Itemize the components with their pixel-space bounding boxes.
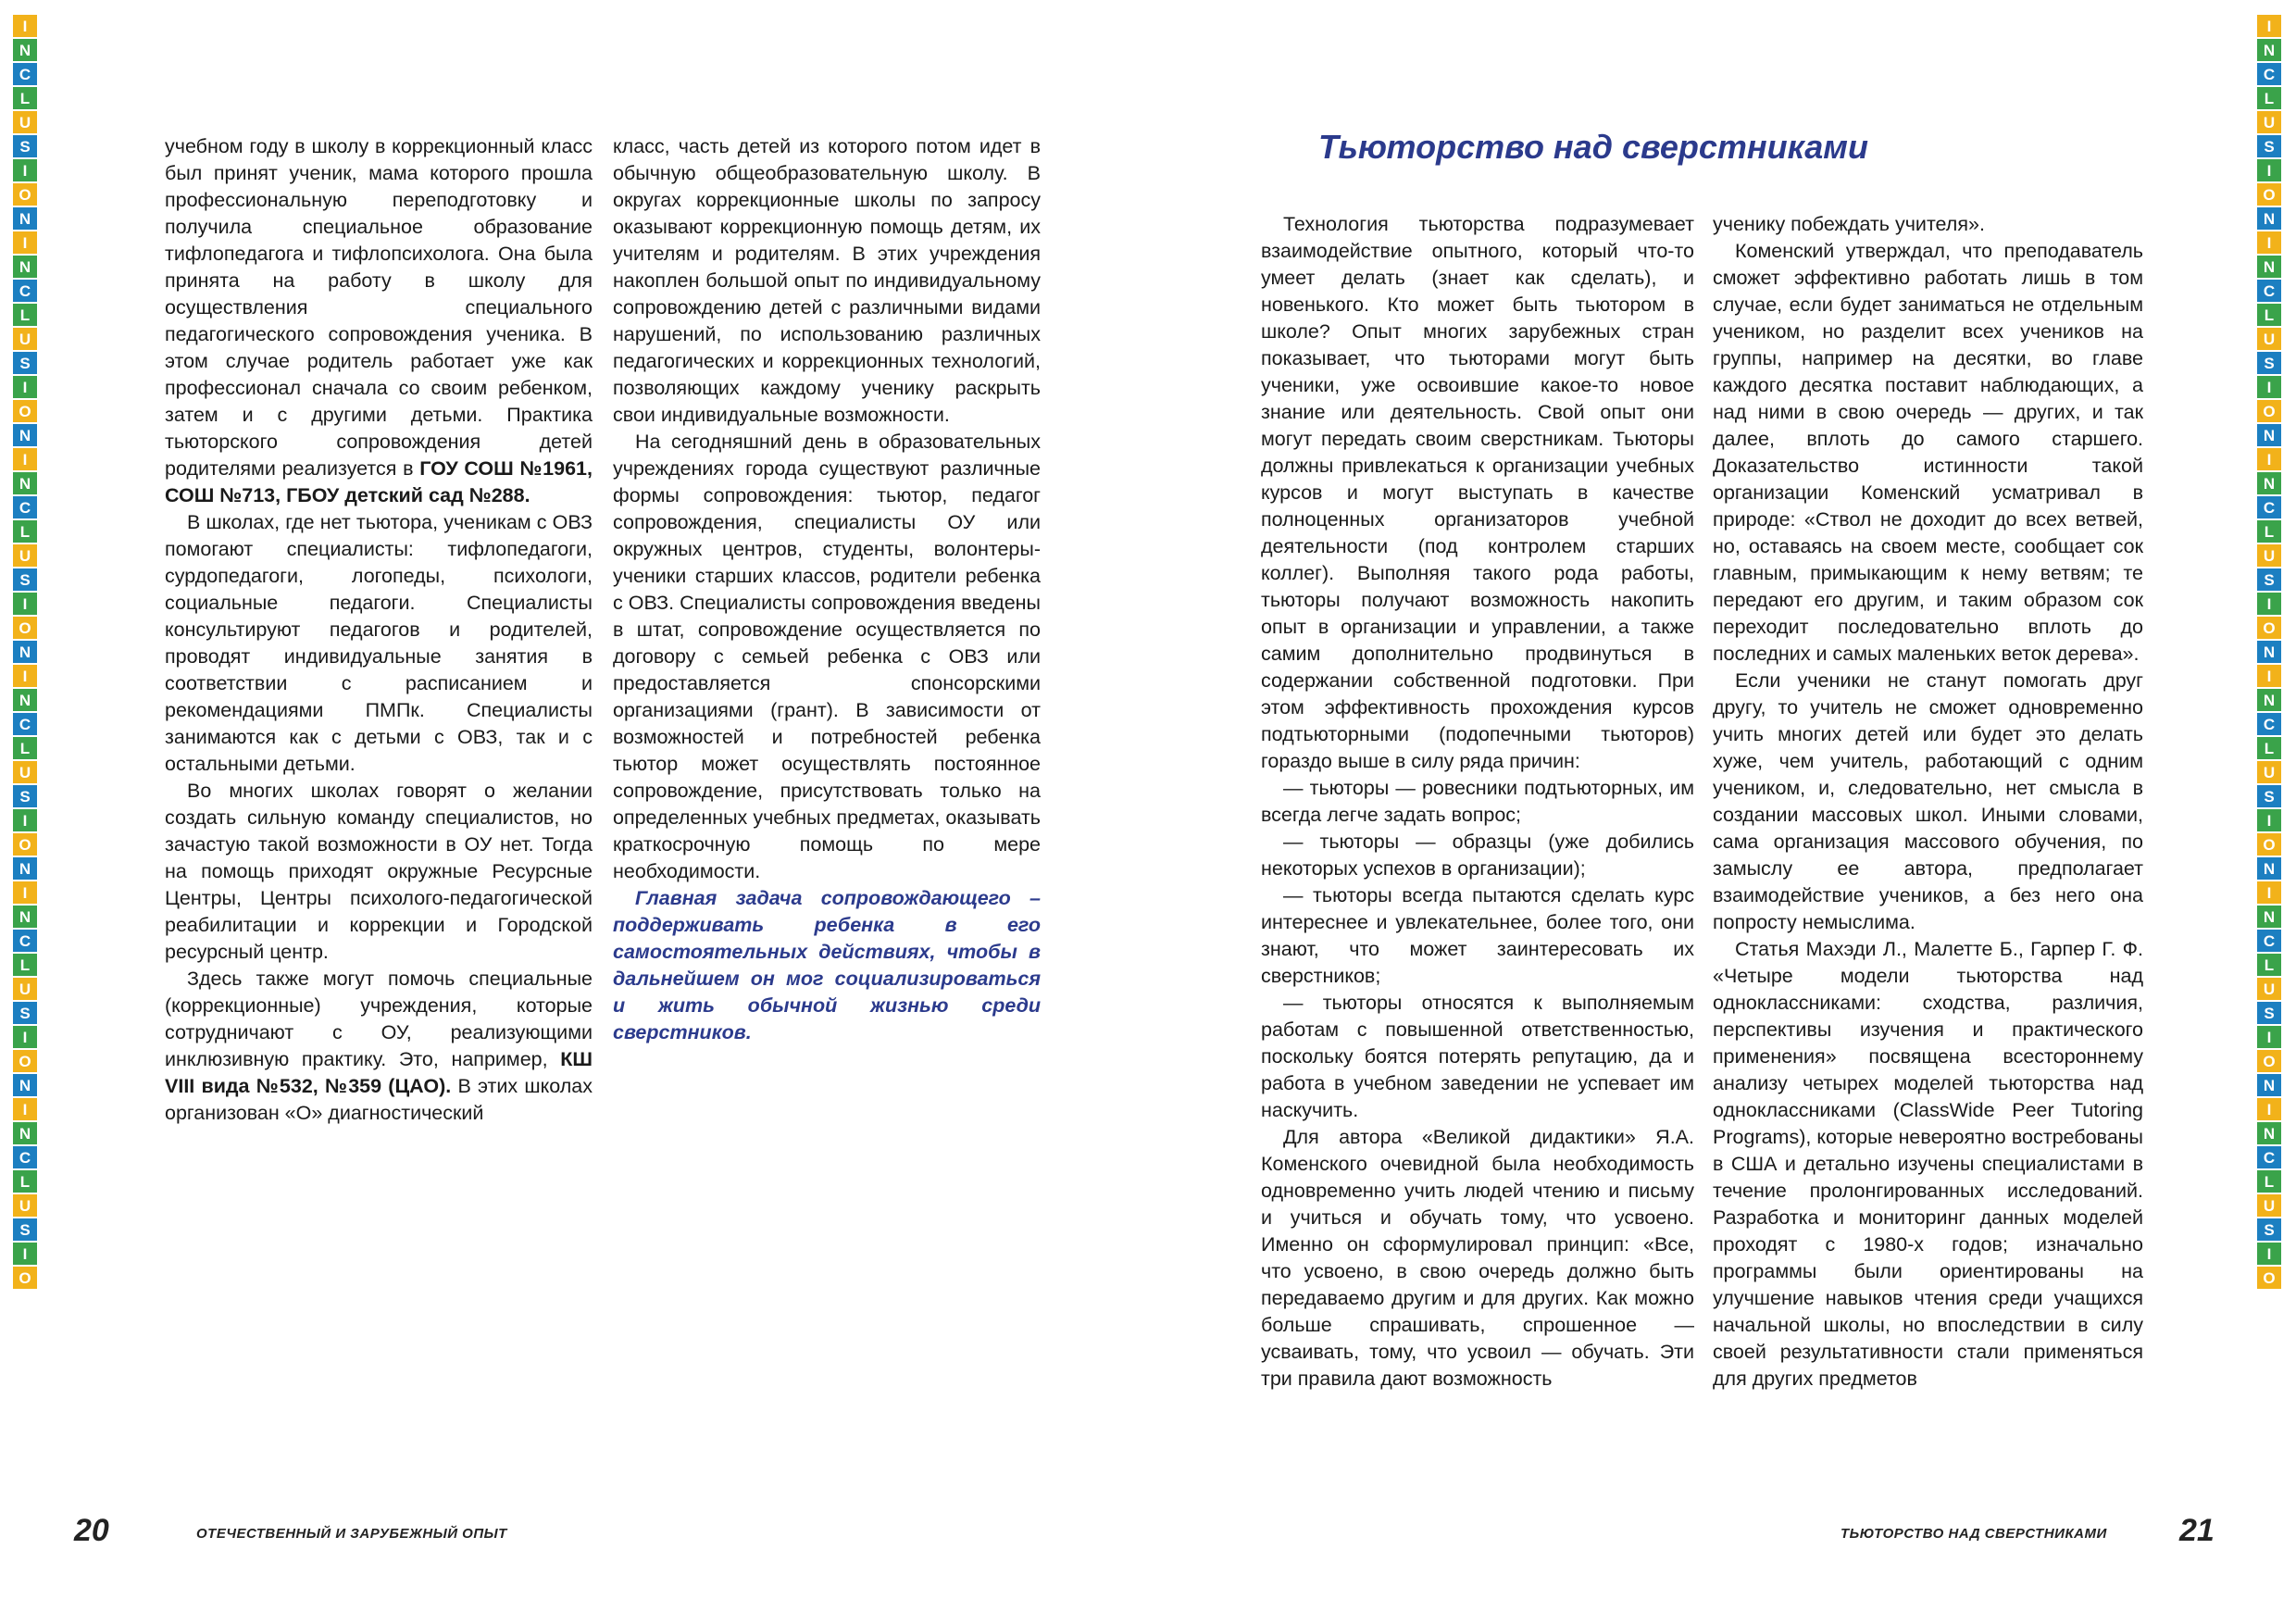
inclusion-letter-tile: N [13,1122,37,1144]
inclusion-letter-tile: S [2257,1218,2281,1241]
col4-paragraph-2: Коменский утверждал, что преподаватель сможет эффективно работать лишь в том случае, если будет заниматься не отдельным учеником, но разделит всех учеников на группы, например на десятки, во главе каждого десятка поставит наблюдающих, а над ними в свою очередь — других, и так далее, вплоть до самого старшего. Доказательство истинности такой организации Коменский усматривал в природе: «Ствол не доходит до всех ветвей, но, оставаясь на своем месте, сообщает сок главным, примыкающим к нему ветвям; те передают его другим, и таким образом сок переходит последовательно вплоть до последних и самых маленьких веток дерева». [1713,240,2143,665]
inclusion-letter-tile: S [2257,352,2281,374]
left-page-column-1 [165,133,593,1127]
inclusion-letter-tile: S [13,568,37,591]
inclusion-letter-tile: S [13,785,37,807]
inclusion-letter-tile: C [2257,930,2281,952]
inclusion-letter-tile: L [13,737,37,759]
col1-paragraph-4a: Здесь также могут помочь специальные (коррекционные) учреждения, которые сотрудничают с ОУ, реализующими инклюзивную практику. Это, например, [165,968,593,1070]
inclusion-letter-tile: I [13,376,37,398]
inclusion-letter-tile: L [13,954,37,976]
inclusion-letter-tile: N [2257,256,2281,278]
inclusion-letter-tile: U [13,111,37,133]
inclusion-letter-tile: O [2257,183,2281,206]
inclusion-letter-tile: S [2257,785,2281,807]
col3-bullet-3: — тьюторы всегда пытаются сделать курс интереснее и увлекательнее, более того, они знают, что может заинтересовать их сверстников; [1261,884,1694,987]
col3-paragraph-1: Технология тьюторства подразумевает взаимодействие опытного, который что-то умеет делать (знает как сделать), и новенького. Кто может быть тьютором в школе? Опыт многих зарубежных стран показывает, что тьюторами могут быть ученики, уже освоившие какое-то новое знание или деятельность. Свой опыт они могут передать своим сверстникам. Тьюторы должны привлекаться к организации учебных курсов и могут выступать в качестве полноценных организаторов учебной деятельности (под контролем старших коллег). Выполняя такого рода работы, тьюторы получают возможность накопить опыт в организации и управлении, а также самим дополнительно продвинуться в содержании собственной подготовки. При этом эффективность прохождения курсов подтьюторными (подопечными тьюторов) гораздо выше в силу ряда причин: [1261,213,1694,772]
col3-bullet-1: — тьюторы — ровесники подтьюторных, им всегда легче задать вопрос; [1261,777,1694,826]
inclusion-letter-tile: I [13,809,37,831]
inclusion-letter-tile: L [13,304,37,326]
inclusion-letter-tile: I [2257,231,2281,254]
running-title-right: ТЬЮТОРСТВО НАД СВЕРСТНИКАМИ [1841,1526,2107,1542]
inclusion-letter-tile: N [2257,207,2281,230]
page-number-right: 21 [2179,1513,2215,1548]
inclusion-letter-tile: N [13,39,37,61]
inclusion-letter-tile: N [13,472,37,494]
inclusion-letter-tile: L [13,87,37,109]
inclusion-letter-tile: I [13,15,37,37]
inclusion-letter-tile: U [13,544,37,567]
inclusion-letter-tile: L [2257,954,2281,976]
inclusion-letter-tile: S [2257,568,2281,591]
inclusion-letter-tile: C [13,496,37,518]
inclusion-letter-tile: N [2257,39,2281,61]
inclusion-letter-tile: N [2257,472,2281,494]
col3-bullet-2: — тьюторы — образцы (уже добились некоторых успехов в организации); [1261,831,1694,880]
inclusion-letter-tile: U [2257,1194,2281,1217]
inclusion-letter-tile: N [2257,424,2281,446]
inclusion-letter-tile: C [2257,496,2281,518]
inclusion-letter-tile: I [2257,593,2281,615]
inclusion-letter-tile: N [13,689,37,711]
inclusion-letter-tile: N [2257,1074,2281,1096]
col1-paragraph-1: учебном году в школу в коррекционный класс был принят ученик, мама которого прошла профессиональную переподготовку и получила специальное образование тифлопедагога и тифлопсихолога. Она была принята на работу в школу для осуществления специального педагогического сопровождения ученика. В этом случае родитель работает уже как профессионал сначала со своим ребенком, затем и с другими детьми. Практика тьюторского сопровождения детей родителями реализуется в [165,135,593,480]
inclusion-letter-tile: C [2257,1146,2281,1168]
col1-paragraph-4b: В этих школах организован «О» диагностический [165,1075,593,1124]
left-page-column-2 [613,133,1041,1046]
inclusion-letter-tile: L [2257,87,2281,109]
inclusion-letter-tile: N [13,641,37,663]
inclusion-letter-tile: I [2257,159,2281,181]
inclusion-letter-tile: L [13,520,37,543]
inclusion-letter-tile: U [13,1194,37,1217]
inclusion-letter-tile: S [13,1218,37,1241]
inclusion-letter-tile: O [13,617,37,639]
inclusion-letter-tile: I [13,1026,37,1048]
inclusion-letter-tile: N [13,256,37,278]
inclusion-letter-tile: N [13,906,37,928]
col1-paragraph-3: Во многих школах говорят о желании создать сильную команду специалистов, но зачастую такой возможности в ОУ нет. Тогда на помощь приходят окружные Ресурсные Центры, Центры психолого-педагогической реабилитации и коррекции и Городской ресурсный центр. [165,780,593,963]
inclusion-letter-tile: I [13,665,37,687]
inclusion-letter-tile: O [13,1050,37,1072]
inclusion-letter-tile: C [2257,63,2281,85]
inclusion-letter-tile: N [13,207,37,230]
col2-paragraph-1: класс, часть детей из которого потом идет в обычную общеобразовательную школу. В округах коррекционные школы по запросу оказывают коррекционную помощь детям, их учителям и родителям. В этих учреждения накоплен большой опыт по индивидуальному сопровождению детей с различными видами нарушений, по использованию различных педагогических и коррекционных технологий, позволяющих каждому ученику раскрыть свои индивидуальные возможности. [613,135,1041,426]
inclusion-letter-tile: I [13,159,37,181]
inclusion-letter-tile: C [13,280,37,302]
inclusion-letter-tile: I [13,448,37,470]
inclusion-letter-tile: N [13,857,37,880]
inclusion-letter-tile: I [13,593,37,615]
inclusion-letter-tile: N [2257,689,2281,711]
inclusion-letter-tile: I [2257,809,2281,831]
inclusion-letter-tile: C [13,63,37,85]
col3-bullet-4: — тьюторы относятся к выполняемым работам с повышенной ответственностью, поскольку боятся потерять репутацию, да и работа в учебном заведении не успевает им наскучить. [1261,992,1694,1121]
inclusion-letter-tile: N [2257,906,2281,928]
inclusion-letter-tile: O [13,400,37,422]
inclusion-letter-tile: O [2257,617,2281,639]
pull-quote: Главная задача сопровождающего – поддерживать ребенка в его самостоятельных действиях, чтобы в дальнейшем он мог социализироваться и жить обычной жизнью среди сверстников. [613,887,1041,1043]
inclusion-letter-tile: N [2257,857,2281,880]
inclusion-letter-tile: S [13,352,37,374]
inclusion-letter-tile: I [13,1243,37,1265]
inclusion-letter-tile: I [13,231,37,254]
col4-paragraph-3: Если ученики не станут помогать друг другу, то учитель не сможет одновременно учить многих детей или будет это делать хуже, чем учитель, работающий с одним учеником, и, следовательно, нет смысла в создании массовых школ. Иными словами, сама организация массового обучения, по замыслу ее автора, предполагает взаимодействие учеников, а без него она попросту немыслима. [1713,669,2143,933]
inclusion-letter-tile: O [2257,1050,2281,1072]
inclusion-letter-tile: L [2257,304,2281,326]
inclusion-letter-tile: O [2257,1267,2281,1289]
inclusion-letter-tile: I [13,881,37,904]
inclusion-letter-tile: S [2257,135,2281,157]
inclusion-letter-tile: U [2257,978,2281,1000]
inclusion-letter-tile: O [13,1267,37,1289]
running-title-left: ОТЕЧЕСТВЕННЫЙ И ЗАРУБЕЖНЫЙ ОПЫТ [196,1526,507,1542]
right-page-column-2 [1713,211,2143,1393]
inclusion-letter-tile: O [2257,833,2281,856]
inclusion-letter-tile: L [13,1170,37,1193]
col4-paragraph-4: Статья Махэди Л., Малетте Б., Гарпер Г. Ф. «Четыре модели тьюторства над одноклассниками: сходства, различия, перспективы изучения и практического применения» посвящена всестороннему анализу четырех моделей тьюторства над одноклассниками (ClassWide Peer Tutoring Programs), которые невероятно востребованы в США и детально изучены специалистами в течение пролонгированных исследований. Разработка и мониторинг данных моделей проходят с 1980-х годов; изначально программы были ориентированы на улучшение навыков чтения среди учащихся начальной школы, но впоследствии в силу своей результативности стали применяться для других предметов [1713,938,2143,1390]
inclusion-strip-left [13,15,37,1289]
inclusion-letter-tile: C [2257,713,2281,735]
inclusion-letter-tile: U [2257,544,2281,567]
inclusion-letter-tile: C [13,1146,37,1168]
inclusion-letter-tile: L [2257,737,2281,759]
inclusion-letter-tile: S [13,135,37,157]
inclusion-letter-tile: U [13,761,37,783]
inclusion-letter-tile: I [2257,15,2281,37]
col3-paragraph-2: Для автора «Великой дидактики» Я.А. Коменского очевидной была необходимость одновременно учить людей чтению и письму и учиться и обучать тому, что усвоено. Именно он сформулировал принцип: «Все, что усвоено, в свою очередь должно быть передаваемо другим и для других. Как можно больше спрашивать, спрошенное — усваивать, тому, что усвоил — обучать. Эти три правила дают возможность [1261,1126,1694,1390]
inclusion-letter-tile: S [2257,1002,2281,1024]
inclusion-letter-tile: C [13,713,37,735]
inclusion-letter-tile: N [2257,641,2281,663]
inclusion-letter-tile: I [2257,1243,2281,1265]
inclusion-letter-tile: I [2257,665,2281,687]
inclusion-letter-tile: I [13,1098,37,1120]
inclusion-letter-tile: U [2257,111,2281,133]
inclusion-letter-tile: C [2257,280,2281,302]
inclusion-letter-tile: N [13,1074,37,1096]
inclusion-letter-tile: I [2257,881,2281,904]
col4-paragraph-1: ученику побеждать учителя». [1713,213,1985,235]
inclusion-letter-tile: U [2257,761,2281,783]
col1-paragraph-2: В школах, где нет тьютора, ученикам с ОВЗ помогают специалисты: тифлопедагоги, сурдопедагоги, логопеды, психологи, социальные педагоги. Специалисты консультируют педагогов и родителей, проводят индивидуальные занятия в соответствии с расписанием и рекомендациями ПМПк. Специалисты занимаются как с детьми с ОВЗ, так и с остальными детьми. [165,511,593,775]
inclusion-letter-tile: I [2257,1026,2281,1048]
inclusion-letter-tile: I [2257,376,2281,398]
col2-paragraph-2: На сегодняшний день в образовательных учреждениях города существуют различные формы сопровождения: тьютор, педагог сопровождения, специалисты ОУ или окружных центров, студенты, волонтеры-ученики старших классов, родители ребенка с ОВЗ. Специалисты сопровождения введены в штат, сопровождение осуществляется по договору с семьей ребенка с ОВЗ или предоставляется спонсорскими организациями (грант). В зависимости от возможностей и потребностей ребенка тьютор может осуществлять постоянное сопровождение, присутствовать только на определенных учебных предметах, оказывать краткосрочную помощь по мере необходимости. [613,431,1041,882]
col1-bold-schools: ГОУ СОШ №1961, СОШ №713, ГБОУ детский сад №288. [165,457,593,506]
inclusion-strip-right [2257,15,2281,1289]
inclusion-letter-tile: L [2257,1170,2281,1193]
right-page-column-1 [1261,211,1694,1393]
inclusion-letter-tile: U [13,328,37,350]
section-heading: Тьюторство над сверстниками [1318,128,1868,166]
inclusion-letter-tile: S [13,1002,37,1024]
col1-bold-ksh: КШ VIII вида №532, №359 (ЦАО). [165,1048,593,1097]
page-number-left: 20 [74,1513,109,1548]
inclusion-letter-tile: L [2257,520,2281,543]
inclusion-letter-tile: C [13,930,37,952]
inclusion-letter-tile: U [13,978,37,1000]
inclusion-letter-tile: O [13,183,37,206]
inclusion-letter-tile: O [2257,400,2281,422]
inclusion-letter-tile: I [2257,448,2281,470]
inclusion-letter-tile: U [2257,328,2281,350]
inclusion-letter-tile: N [2257,1122,2281,1144]
inclusion-letter-tile: N [13,424,37,446]
inclusion-letter-tile: I [2257,1098,2281,1120]
inclusion-letter-tile: O [13,833,37,856]
